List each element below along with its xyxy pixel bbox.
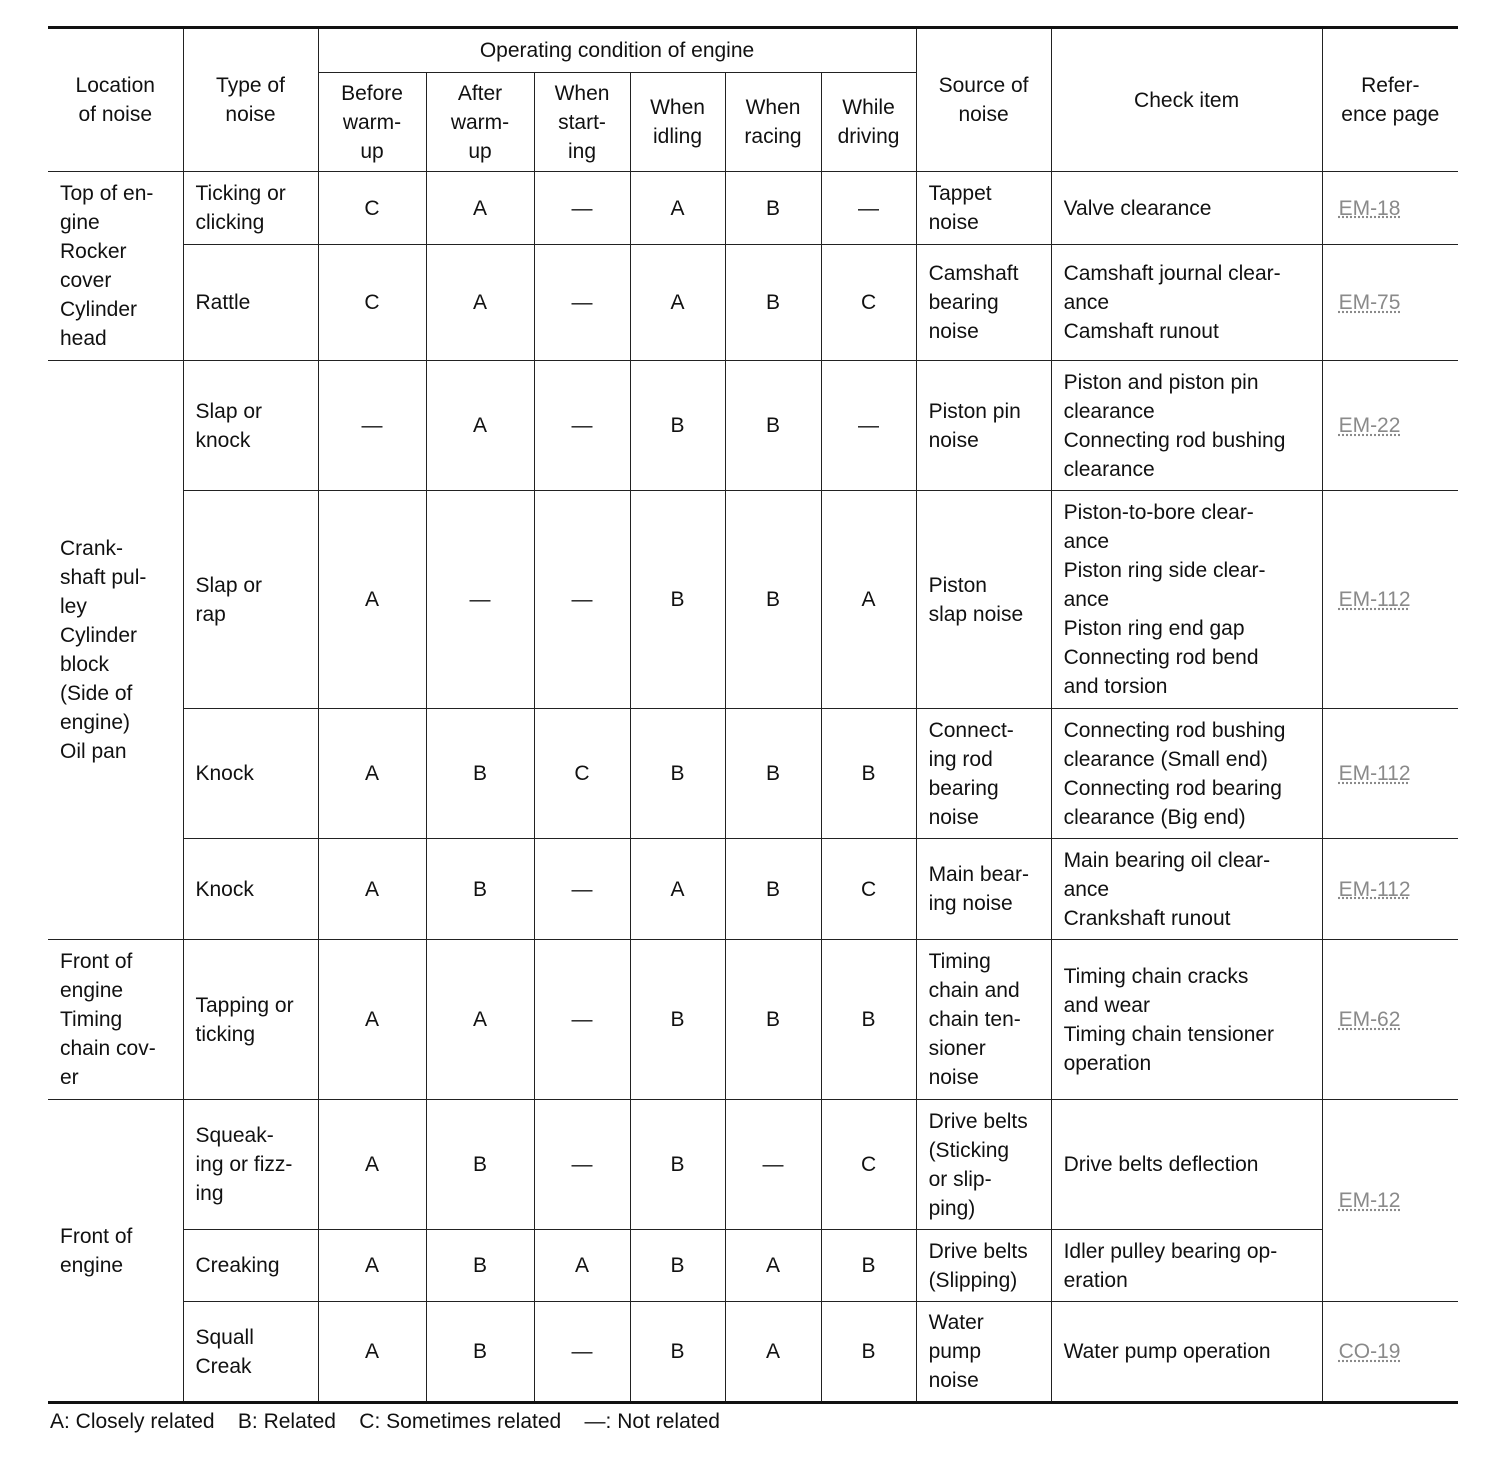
reference-link[interactable]: EM-112 [1338,588,1411,611]
condition-cell: C [821,1100,916,1230]
condition-cell: — [426,491,534,709]
condition-cell: C [318,245,426,361]
check-item-cell: Camshaft journal clear- ance Camshaft runout [1051,245,1322,361]
condition-cell: A [725,1230,821,1302]
condition-cell: A [426,940,534,1100]
noise-source-cell: Timing chain and chain ten- sioner noise [916,940,1051,1100]
condition-cell: B [725,839,821,940]
condition-cell: A [318,491,426,709]
header-location: Location of noise [48,28,183,172]
condition-cell: A [318,839,426,940]
condition-cell: A [318,940,426,1100]
condition-cell: A [426,361,534,491]
condition-cell: A [534,1230,630,1302]
table-row [48,361,1458,491]
check-item-cell: Piston-to-bore clear- ance Piston ring side clear- ance Piston ring end gap Connecting rod bend and torsion [1051,491,1322,709]
header-reference-page: Refer- ence page [1322,28,1458,172]
condition-cell: A [318,1302,426,1403]
location-cell: Crank- shaft pul- ley Cylinder block (Side of engine) Oil pan [48,361,183,940]
condition-cell: — [534,1100,630,1230]
noise-type-cell: Creaking [183,1230,318,1302]
table-row [48,1100,1458,1230]
reference-cell [1322,245,1458,361]
condition-cell: A [630,172,725,245]
check-item-cell: Idler pulley bearing op- eration [1051,1230,1322,1302]
header-before-warm-up: Before warm- up [318,73,426,172]
condition-cell: B [725,172,821,245]
condition-cell: A [426,245,534,361]
noise-type-cell: Ticking or clicking [183,172,318,245]
condition-cell: B [630,709,725,839]
noise-type-cell: Knock [183,839,318,940]
noise-diagnosis-table-wrapper [48,26,1458,1404]
reference-link[interactable]: EM-18 [1338,196,1401,220]
condition-cell: B [630,1302,725,1403]
noise-source-cell: Tappet noise [916,172,1051,245]
noise-type-cell: Slap or knock [183,361,318,491]
condition-cell: B [630,1100,725,1230]
table-row [48,245,1458,361]
table-row [48,709,1458,839]
condition-cell: C [821,839,916,940]
condition-cell: B [426,839,534,940]
condition-cell: — [534,172,630,245]
check-item-cell: Piston and piston pin clearance Connecting rod bushing clearance [1051,361,1322,491]
reference-cell [1322,940,1458,1100]
noise-source-cell: Connect- ing rod bearing noise [916,709,1051,839]
check-item-cell: Water pump operation [1051,1302,1322,1403]
condition-cell: B [725,940,821,1100]
check-item-cell: Connecting rod bushing clearance (Small end) Connecting rod bearing clearance (Big end) [1051,709,1322,839]
condition-cell: A [821,491,916,709]
reference-link[interactable]: EM-112 [1338,762,1411,785]
header-after-warm-up: After warm- up [426,73,534,172]
condition-cell: B [725,361,821,491]
condition-cell: — [534,491,630,709]
condition-cell: B [426,1302,534,1403]
reference-cell [1322,1100,1458,1302]
check-item-cell: Valve clearance [1051,172,1322,245]
reference-cell [1322,1302,1458,1403]
condition-cell: A [318,709,426,839]
reference-cell [1322,172,1458,245]
header-source: Source of noise [916,28,1051,172]
noise-source-cell: Drive belts (Sticking or slip- ping) [916,1100,1051,1230]
condition-cell: B [821,940,916,1100]
noise-type-cell: Squall Creak [183,1302,318,1403]
noise-source-cell: Piston pin noise [916,361,1051,491]
noise-source-cell: Drive belts (Slipping) [916,1230,1051,1302]
condition-cell: A [630,245,725,361]
header-operating-condition: Operating condition of engine [318,28,916,73]
location-cell: Top of en- gine Rocker cover Cylinder head [48,172,183,361]
reference-link[interactable]: EM-62 [1338,1008,1401,1031]
table-row [48,491,1458,709]
condition-cell: — [725,1100,821,1230]
condition-cell: A [630,839,725,940]
condition-cell: — [534,361,630,491]
noise-source-cell: Water pump noise [916,1302,1051,1403]
noise-source-cell: Main bear- ing noise [916,839,1051,940]
condition-cell: B [630,1230,725,1302]
reference-cell [1322,709,1458,839]
noise-diagnosis-table [48,26,1458,1404]
condition-cell: — [821,172,916,245]
condition-cell: C [821,245,916,361]
condition-cell: C [534,709,630,839]
legend: A: Closely related B: Related C: Sometimes related —: Not related [50,1410,720,1433]
table-row [48,839,1458,940]
header-when-racing: When racing [725,73,821,172]
condition-cell: A [318,1100,426,1230]
condition-cell: B [630,491,725,709]
noise-type-cell: Knock [183,709,318,839]
condition-cell: B [426,1230,534,1302]
condition-cell: A [318,1230,426,1302]
header-when-starting: When start- ing [534,73,630,172]
reference-link[interactable]: CO-19 [1338,1340,1401,1363]
condition-cell: B [725,491,821,709]
condition-cell: — [318,361,426,491]
noise-source-cell: Piston slap noise [916,491,1051,709]
noise-type-cell: Squeak- ing or fizz- ing [183,1100,318,1230]
reference-cell [1322,491,1458,709]
table-row [48,172,1458,245]
reference-link[interactable]: EM-22 [1338,414,1401,437]
location-cell: Front of engine Timing chain cov- er [48,940,183,1100]
table-row [48,1302,1458,1403]
condition-cell: B [426,709,534,839]
condition-cell: — [534,839,630,940]
check-item-cell: Timing chain cracks and wear Timing chain tensioner operation [1051,940,1322,1100]
reference-cell [1322,361,1458,491]
condition-cell: B [821,1230,916,1302]
condition-cell: B [630,361,725,491]
noise-type-cell: Tapping or ticking [183,940,318,1100]
condition-cell: A [426,172,534,245]
condition-cell: — [821,361,916,491]
check-item-cell: Main bearing oil clear- ance Crankshaft runout [1051,839,1322,940]
condition-cell: — [534,1302,630,1403]
reference-link[interactable]: EM-75 [1338,291,1401,314]
header-while-driving: While driving [821,73,916,172]
table-row [48,1230,1458,1302]
reference-link[interactable]: EM-12 [1338,1189,1401,1212]
condition-cell: C [318,172,426,245]
condition-cell: B [426,1100,534,1230]
table-row [48,940,1458,1100]
condition-cell: A [725,1302,821,1403]
noise-type-cell: Slap or rap [183,491,318,709]
header-check-item: Check item [1051,28,1322,172]
condition-cell: B [630,940,725,1100]
check-item-cell: Drive belts deflection [1051,1100,1322,1230]
header-type: Type of noise [183,28,318,172]
condition-cell: B [725,709,821,839]
noise-source-cell: Camshaft bearing noise [916,245,1051,361]
reference-link[interactable]: EM-112 [1338,877,1411,901]
condition-cell: — [534,940,630,1100]
reference-cell [1322,839,1458,940]
noise-type-cell: Rattle [183,245,318,361]
condition-cell: B [821,709,916,839]
header-when-idling: When idling [630,73,725,172]
condition-cell: B [725,245,821,361]
location-cell: Front of engine [48,1100,183,1403]
condition-cell: B [821,1302,916,1403]
condition-cell: — [534,245,630,361]
